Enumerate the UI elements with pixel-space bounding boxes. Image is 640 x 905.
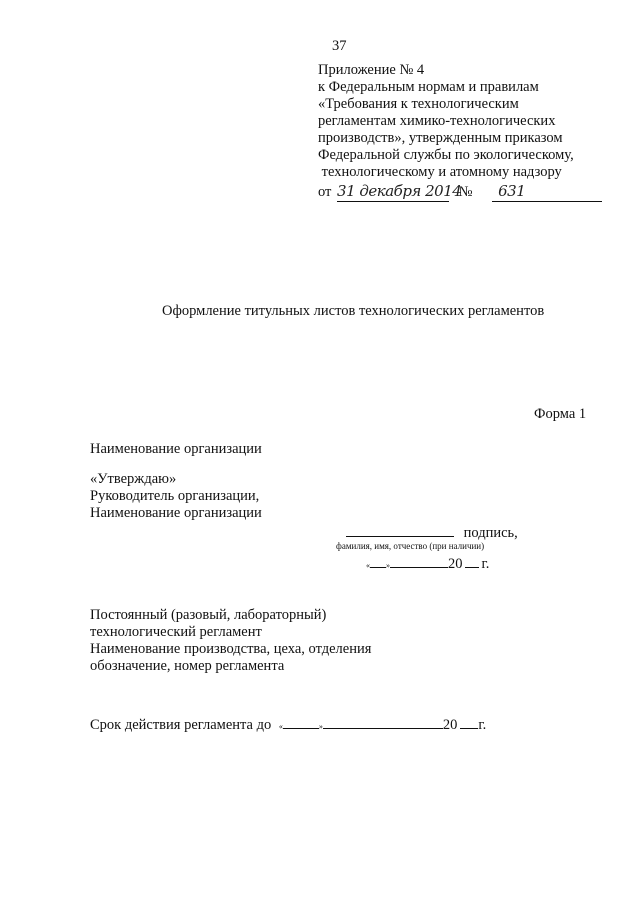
validity-line bbox=[90, 716, 486, 735]
header-line-2: к Федеральным нормам и правилам bbox=[318, 79, 539, 95]
signature-year-blank bbox=[465, 555, 479, 568]
regulation-line-2: технологический регламент bbox=[90, 624, 262, 640]
signature-month-blank bbox=[390, 555, 448, 568]
approve-line-2: Руководитель организации, bbox=[90, 488, 260, 504]
validity-quote-close: » bbox=[318, 722, 323, 731]
signature-quote-close: » bbox=[386, 561, 390, 570]
order-date-line bbox=[318, 183, 602, 202]
number-sign: № bbox=[458, 184, 473, 200]
page-number: 37 bbox=[332, 38, 347, 54]
regulation-line-4: обозначение, номер регламента bbox=[90, 658, 285, 674]
validity-year-blank bbox=[460, 716, 478, 729]
header-line-3: «Требования к технологическим bbox=[318, 96, 519, 112]
form-label: Форма 1 bbox=[534, 406, 587, 422]
signature-blank bbox=[346, 522, 454, 537]
validity-year-prefix: 20 bbox=[442, 717, 458, 733]
number-field bbox=[492, 183, 602, 202]
approve-line-3: Наименование организации bbox=[90, 505, 262, 521]
validity-label: Срок действия регламента до bbox=[90, 717, 272, 733]
validity-day-blank bbox=[283, 716, 319, 729]
signature-year-suffix: г. bbox=[481, 556, 490, 572]
date-prefix: от bbox=[318, 184, 332, 200]
signature-day-blank bbox=[370, 555, 386, 568]
approve-line-1: «Утверждаю» bbox=[90, 471, 177, 487]
date-handwritten: 31 декабря 2014 bbox=[337, 182, 462, 200]
header-line-1: Приложение № 4 bbox=[318, 62, 425, 78]
signature-quote-open: « bbox=[366, 561, 370, 570]
regulation-line-1: Постоянный (разовый, лабораторный) bbox=[90, 607, 327, 623]
date-field bbox=[337, 182, 462, 202]
header-line-6: Федеральной службы по экологическому, bbox=[318, 147, 574, 163]
signature-line bbox=[346, 522, 518, 542]
number-handwritten: 631 bbox=[498, 182, 526, 200]
validity-year-suffix: г. bbox=[478, 717, 487, 733]
validity-quote-open: « bbox=[278, 722, 283, 731]
document-title: Оформление титульных листов технологических регламентов bbox=[162, 303, 545, 319]
header-line-5: производств», утвержденным приказом bbox=[318, 130, 563, 146]
signature-caption: фамилия, имя, отчество (при наличии) bbox=[336, 541, 485, 551]
validity-month-blank bbox=[323, 716, 443, 729]
regulation-line-3: Наименование производства, цеха, отделения bbox=[90, 641, 372, 657]
header-line-4: регламентам химико-технологических bbox=[318, 113, 556, 129]
header-line-7: технологическому и атомному надзору bbox=[318, 164, 562, 180]
signature-year-prefix: 20 bbox=[448, 556, 463, 572]
organization-name: Наименование организации bbox=[90, 441, 262, 457]
signature-date-line bbox=[366, 555, 489, 574]
signature-label: подпись, bbox=[463, 525, 518, 541]
